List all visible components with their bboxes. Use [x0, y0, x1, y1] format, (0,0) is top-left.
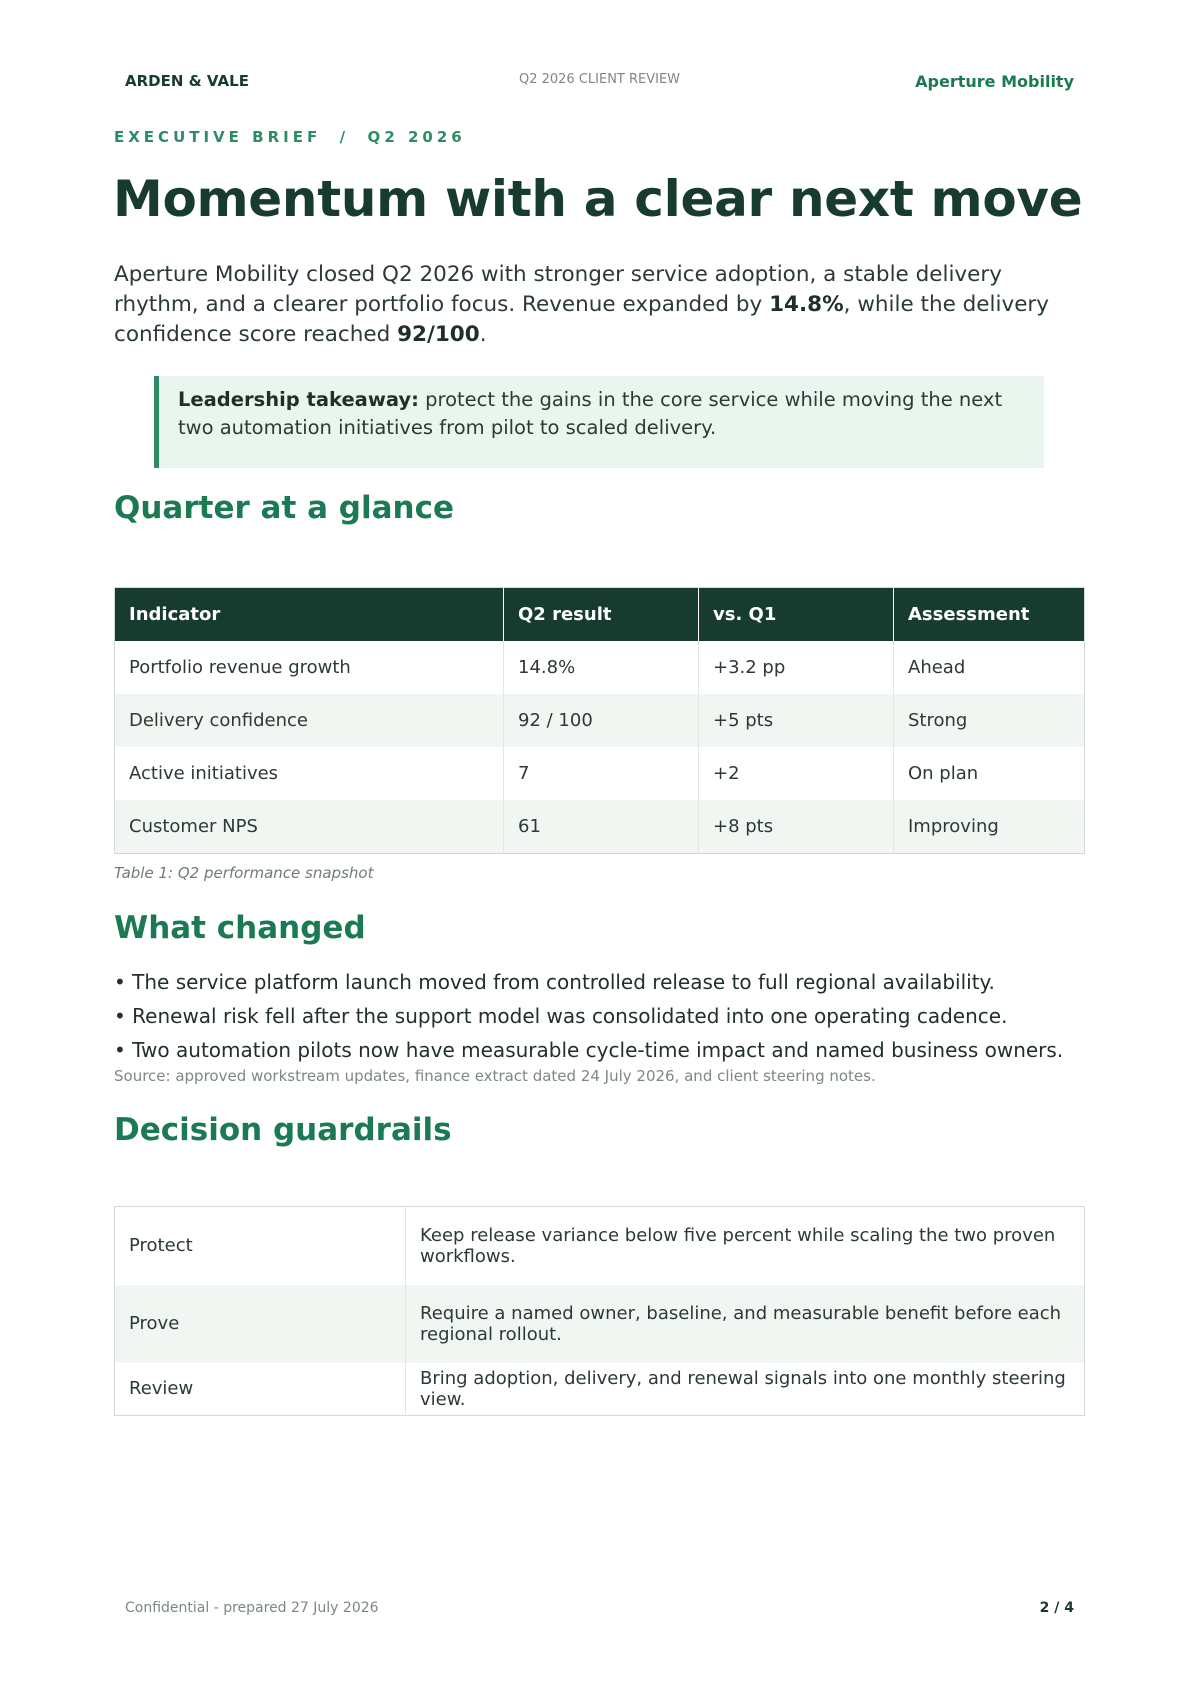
intro-text-1: Aperture Mobility closed Q2 2026 with stronger service adoption, a stable delivery rhythm, and a clearer portfolio focus. Revenue expanded by [114, 262, 1002, 317]
column-header: vs. Q1 [699, 588, 894, 642]
table-cell: Improving [894, 800, 1085, 854]
changes-list [114, 965, 1063, 1067]
table-row [115, 1363, 1085, 1416]
table-row [115, 694, 1085, 747]
guardrail-text: Keep release variance below five percent while scaling the two proven workflows. [420, 1224, 1056, 1267]
column-header: Assessment [894, 588, 1085, 642]
firm-name: ARDEN & VALE [125, 72, 249, 90]
intro-text-2: , while the delivery confidence score reached [114, 292, 1049, 347]
review-label: Q2 2026 CLIENT REVIEW [518, 72, 681, 87]
table-row [115, 1285, 1085, 1363]
guardrail-label: Protect [115, 1207, 406, 1285]
page-title: Momentum with a clear next move [113, 170, 1083, 228]
table-cell: 7 [504, 747, 699, 800]
glance-heading: Quarter at a glance [114, 490, 455, 526]
source-note: Source: approved workstream updates, finance extract dated 24 July 2026, and client steering notes. [114, 1067, 876, 1085]
confidential-note: Confidential - prepared 27 July 2026 [125, 1600, 379, 1616]
section-kicker: EXECUTIVE BRIEF / Q2 2026 [114, 128, 466, 146]
table-cell: +3.2 pp [699, 641, 894, 694]
leadership-callout [154, 376, 1044, 468]
list-item: • Two automation pilots now have measurable cycle-time impact and named business owners. [114, 1038, 1064, 1062]
column-header: Q2 result [504, 588, 699, 642]
changes-heading: What changed [114, 910, 366, 946]
intro-text-3: . [479, 322, 487, 347]
intro-paragraph [114, 260, 1074, 350]
table-cell: Portfolio revenue growth [115, 641, 504, 694]
table-cell: 92 / 100 [504, 694, 699, 747]
table-caption: Table 1: Q2 performance snapshot [114, 864, 374, 882]
table-row [115, 641, 1085, 694]
table-cell: Active initiatives [115, 747, 504, 800]
table-cell: +2 [699, 747, 894, 800]
table-cell: Strong [894, 694, 1085, 747]
page-header [125, 72, 1074, 96]
table-cell: +8 pts [699, 800, 894, 854]
table-cell: +5 pts [699, 694, 894, 747]
confidence-value: 92/100 [397, 322, 480, 347]
page-number: 2 / 4 [1039, 1600, 1074, 1616]
table-row [115, 747, 1085, 800]
column-header: Indicator [115, 588, 504, 642]
list-item: • The service platform launch moved from controlled release to full regional availability. [114, 970, 995, 994]
revenue-growth-value: 14.8% [769, 292, 844, 317]
guardrail-label: Review [115, 1363, 406, 1416]
glance-table [114, 587, 1085, 854]
table-cell: Delivery confidence [115, 694, 504, 747]
table-header-row [115, 588, 1085, 642]
table-cell: 14.8% [504, 641, 699, 694]
table-cell: On plan [908, 763, 979, 784]
table-cell: 61 [504, 800, 699, 854]
guardrails-table [114, 1206, 1085, 1416]
callout-text: protect the gains in the core service while moving the next two automation initiatives from pilot to scaled delivery. [178, 388, 1003, 439]
guardrail-text: Bring adoption, delivery, and renewal signals into one monthly steering view. [420, 1367, 1066, 1410]
table-row [115, 800, 1085, 854]
table-cell: Ahead [908, 657, 966, 678]
table-cell: Customer NPS [115, 800, 504, 854]
guardrail-text: Require a named owner, baseline, and measurable benefit before each regional rollout. [406, 1285, 1085, 1363]
table-row [115, 1207, 1085, 1285]
guardrail-label: Prove [115, 1285, 406, 1363]
client-name: Aperture Mobility [915, 72, 1074, 91]
list-item: • Renewal risk fell after the support model was consolidated into one operating cadence. [114, 1004, 1008, 1028]
guardrails-heading: Decision guardrails [114, 1112, 452, 1148]
callout-label: Leadership takeaway: [178, 388, 419, 411]
